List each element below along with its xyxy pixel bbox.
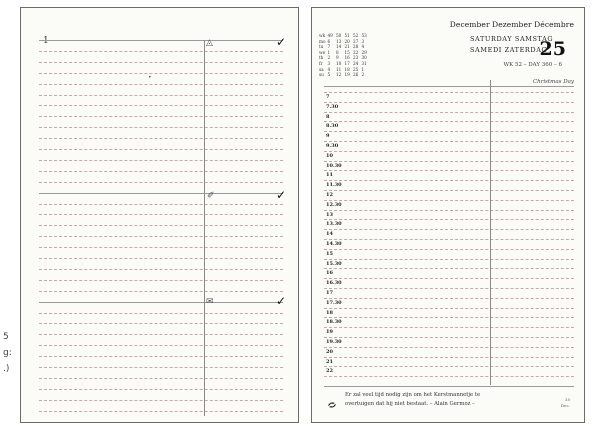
pen-mark-icon: ◬ xyxy=(206,38,213,48)
mini-calendar-cell: 12 xyxy=(336,72,342,78)
mini-calendar-cell: 50 xyxy=(336,33,342,38)
hour-line xyxy=(324,278,574,279)
ruled-line xyxy=(39,51,283,52)
time-label: 14 xyxy=(326,231,333,237)
ruled-line xyxy=(39,149,283,150)
mini-calendar-cell: fr xyxy=(319,60,323,66)
dot-mark: • xyxy=(148,74,152,81)
ruled-line xyxy=(39,204,283,205)
mini-calendar-cell: 8 xyxy=(336,49,339,55)
mini-calendar-cell: mo xyxy=(319,38,326,44)
ruled-line xyxy=(39,356,283,357)
time-label: 8.30 xyxy=(326,123,339,129)
ruled-line xyxy=(39,236,283,237)
ruled-line xyxy=(39,171,283,172)
mini-calendar-cell: 15 xyxy=(344,49,350,55)
month-title: December Dezember Décembre xyxy=(449,20,574,29)
ruled-line xyxy=(39,367,283,368)
time-label: 15 xyxy=(326,251,333,257)
ruled-line xyxy=(39,411,283,412)
mini-calendar-cell: sa xyxy=(319,66,324,72)
hour-line xyxy=(324,317,574,318)
ruled-line xyxy=(39,258,283,259)
time-label: 14.30 xyxy=(326,241,342,247)
cropped-side-label: 5 xyxy=(3,332,9,342)
ruled-line xyxy=(39,182,283,183)
ruled-line xyxy=(39,127,283,128)
mini-calendar-cell: tu xyxy=(319,44,324,50)
week-info: WK 52 – DAY 360 – 6 xyxy=(503,62,562,68)
hour-line xyxy=(324,200,574,201)
left-column-divider xyxy=(204,40,205,416)
ruled-line xyxy=(39,214,283,215)
hour-line xyxy=(324,347,574,348)
time-label: 9.30 xyxy=(326,143,339,149)
ruled-line xyxy=(39,84,283,85)
mini-calendar-cell: 13 xyxy=(336,38,342,44)
hour-line xyxy=(324,121,574,122)
hour-line xyxy=(324,337,574,338)
ruled-line xyxy=(39,62,283,63)
mini-calendar-cell: 51 xyxy=(344,33,350,38)
section-rule xyxy=(39,193,283,194)
mini-calendar-row xyxy=(319,72,370,78)
mini-calendar-cell: 16 xyxy=(344,55,350,61)
cropped-side-label: .) xyxy=(3,364,10,374)
ruled-line xyxy=(39,313,283,314)
mini-calendar-cell: 9 xyxy=(336,55,339,61)
time-label: 18 xyxy=(326,310,333,316)
time-label: 16.30 xyxy=(326,280,342,286)
envelope-mark-icon: ✉ xyxy=(206,297,214,307)
mini-calendar xyxy=(319,33,370,78)
ruled-line xyxy=(39,105,283,106)
hour-line xyxy=(324,229,574,230)
hour-line xyxy=(324,210,574,211)
mini-calendar-cell: 28 xyxy=(353,44,359,50)
right-day-page xyxy=(311,7,585,423)
mini-calendar-cell: we xyxy=(319,49,326,55)
mini-calendar-cell: 27 xyxy=(353,38,359,44)
header-rule xyxy=(324,86,574,87)
time-label: 11 xyxy=(326,172,333,178)
ruled-line xyxy=(39,323,283,324)
time-label: 9 xyxy=(326,133,330,139)
first-line-number: 1 xyxy=(43,36,49,46)
mini-calendar-cell: 24 xyxy=(353,60,359,66)
time-label: 11.30 xyxy=(326,182,342,188)
mini-calendar-cell: 26 xyxy=(353,72,359,78)
date-number: 25 xyxy=(539,38,566,60)
mini-calendar-cell: 7 xyxy=(327,44,331,50)
hour-line xyxy=(324,268,574,269)
page-ref-month: Dec. xyxy=(560,403,570,408)
hour-line xyxy=(324,190,574,191)
mini-calendar-cell: 4 xyxy=(327,66,331,72)
ruled-line xyxy=(39,334,283,335)
hour-line xyxy=(324,259,574,260)
hour-line xyxy=(324,366,574,367)
mini-calendar-cell: 25 xyxy=(353,66,359,72)
hour-line xyxy=(324,131,574,132)
ruled-line xyxy=(39,247,283,248)
day-names-line-1: SATURDAY SAMSTAG xyxy=(470,35,554,43)
hour-line xyxy=(324,180,574,181)
day-names-line-2: SAMEDI ZATERDAG xyxy=(470,46,548,54)
time-label: 15.30 xyxy=(326,261,342,267)
time-label: 17 xyxy=(326,290,333,296)
mini-calendar-cell: su xyxy=(319,72,324,78)
mini-calendar-cell: 2 xyxy=(361,72,365,78)
hour-line xyxy=(324,288,574,289)
hour-line xyxy=(324,102,574,103)
ruled-line xyxy=(39,269,283,270)
mini-calendar-cell: 19 xyxy=(344,72,350,78)
cropped-side-label: g: xyxy=(3,348,12,358)
ruled-line xyxy=(39,280,283,281)
mini-calendar-cell: 14 xyxy=(336,44,342,50)
time-label: 17.30 xyxy=(326,300,342,306)
time-label: 22 xyxy=(326,368,333,374)
hour-line xyxy=(324,141,574,142)
hour-line xyxy=(324,112,574,113)
mini-calendar-cell: 6 xyxy=(327,38,331,44)
mini-calendar-cell: 21 xyxy=(344,44,350,50)
ruled-line xyxy=(39,73,283,74)
mini-calendar-cell: 49 xyxy=(327,33,333,38)
mini-calendar-cell: 11 xyxy=(336,66,342,72)
ruled-line xyxy=(39,389,283,390)
right-column-divider xyxy=(490,80,491,385)
ruled-line xyxy=(39,291,283,292)
ruled-line xyxy=(39,345,283,346)
mini-calendar-cell: 31 xyxy=(361,60,367,66)
footer-rule xyxy=(324,386,574,387)
pencil-mark-icon: ✐ xyxy=(207,191,215,201)
ruled-line xyxy=(39,138,283,139)
ruled-line xyxy=(39,378,283,379)
hour-line xyxy=(324,308,574,309)
ruled-line xyxy=(39,160,283,161)
brand-logo-icon xyxy=(327,400,337,410)
quote-line-1: Er zal veel tijd nodig zijn om het Kerstmannetje te xyxy=(345,392,481,398)
mini-calendar-cell: 3 xyxy=(327,60,331,66)
section-rule xyxy=(39,40,283,41)
mini-calendar-cell: 22 xyxy=(353,49,359,55)
ruled-line xyxy=(39,95,283,96)
time-label: 8 xyxy=(326,114,330,120)
hour-line xyxy=(324,219,574,220)
time-label: 13 xyxy=(326,212,333,218)
section-rule xyxy=(39,302,283,303)
hour-line xyxy=(324,357,574,358)
checkmark-icon: ✓ xyxy=(276,294,287,308)
checkmark-icon: ✓ xyxy=(276,188,287,202)
hour-line xyxy=(324,239,574,240)
time-label: 20 xyxy=(326,349,333,355)
time-label: 19.30 xyxy=(326,339,342,345)
mini-calendar-cell: 52 xyxy=(353,33,359,38)
mini-calendar-cell: 18 xyxy=(344,66,350,72)
hour-line xyxy=(324,298,574,299)
ruled-line xyxy=(39,116,283,117)
time-label: 7 xyxy=(326,94,330,100)
mini-calendar-cell: 30 xyxy=(361,55,367,61)
mini-calendar-cell: 29 xyxy=(361,49,367,55)
time-label: 13.30 xyxy=(326,221,342,227)
mini-calendar-cell: 3 xyxy=(361,38,365,44)
hour-line xyxy=(324,249,574,250)
time-label: 19 xyxy=(326,329,333,335)
mini-calendar-cell: 23 xyxy=(353,55,359,61)
mini-calendar-cell: 20 xyxy=(344,38,350,44)
time-label: 10 xyxy=(326,153,333,159)
time-label: 10.30 xyxy=(326,163,342,169)
time-label: 7.30 xyxy=(326,104,339,110)
mini-calendar-cell: 2 xyxy=(327,55,331,61)
hour-line xyxy=(324,170,574,171)
hour-line xyxy=(324,327,574,328)
quote-line-2: overtuigen dat hij niet bestaat. – Alain Germoz – xyxy=(345,401,475,407)
mini-calendar-cell: 1 xyxy=(361,66,365,72)
mini-calendar-cell: 17 xyxy=(344,60,350,66)
mini-calendar-cell: 53 xyxy=(361,33,367,38)
hour-line xyxy=(324,376,574,377)
hour-line xyxy=(324,161,574,162)
mini-calendar-cell: 4 xyxy=(361,44,365,50)
time-label: 16 xyxy=(326,270,333,276)
time-label: 18.30 xyxy=(326,319,342,325)
ruled-line xyxy=(39,400,283,401)
hour-line xyxy=(324,92,574,93)
mini-calendar-cell: 10 xyxy=(336,60,342,66)
time-label: 12.30 xyxy=(326,202,342,208)
left-notes-page xyxy=(20,7,299,423)
holiday-label: Christmas Day xyxy=(532,79,574,85)
checkmark-icon: ✓ xyxy=(276,35,287,49)
hour-line xyxy=(324,151,574,152)
mini-calendar-cell: 1 xyxy=(327,49,331,55)
time-label: 21 xyxy=(326,359,333,365)
time-label: 12 xyxy=(326,192,333,198)
page-ref-number: 35 xyxy=(564,397,570,402)
mini-calendar-cell: 5 xyxy=(327,72,331,78)
ruled-line xyxy=(39,225,283,226)
mini-calendar-cell: wk xyxy=(319,33,326,38)
mini-calendar-cell: th xyxy=(319,55,324,61)
